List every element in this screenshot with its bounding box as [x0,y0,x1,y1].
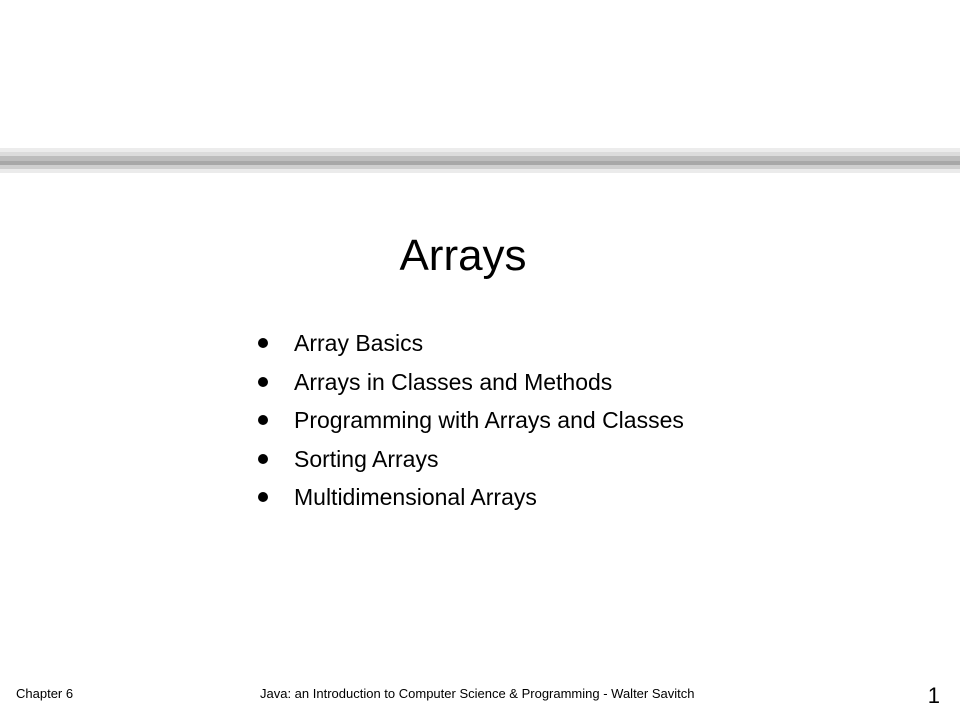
bullet-dot-icon [258,377,268,387]
bullet-item [258,324,684,363]
header-divider [0,148,960,176]
bullet-dot-icon [258,492,268,502]
bullet-item [258,478,684,517]
bullet-dot-icon [258,454,268,464]
slide-title: Arrays [399,231,527,280]
bullet-text: Programming with Arrays and Classes [294,407,684,434]
bullet-list [258,324,684,517]
bullet-text: Multidimensional Arrays [294,484,537,511]
bullet-item [258,363,684,402]
bullet-item [258,401,684,440]
bullet-text: Array Basics [294,330,424,357]
page-number: 1 [927,683,940,708]
bullet-text: Sorting Arrays [294,445,439,472]
bullet-dot-icon [258,415,268,425]
bullet-text: Arrays in Classes and Methods [294,368,613,395]
bullet-item [258,440,684,479]
footer-book-title: Java: an Introduction to Computer Science & Programming - Walter Savitch [260,686,695,701]
bullet-dot-icon [258,338,268,348]
footer-chapter: Chapter 6 [16,686,74,701]
